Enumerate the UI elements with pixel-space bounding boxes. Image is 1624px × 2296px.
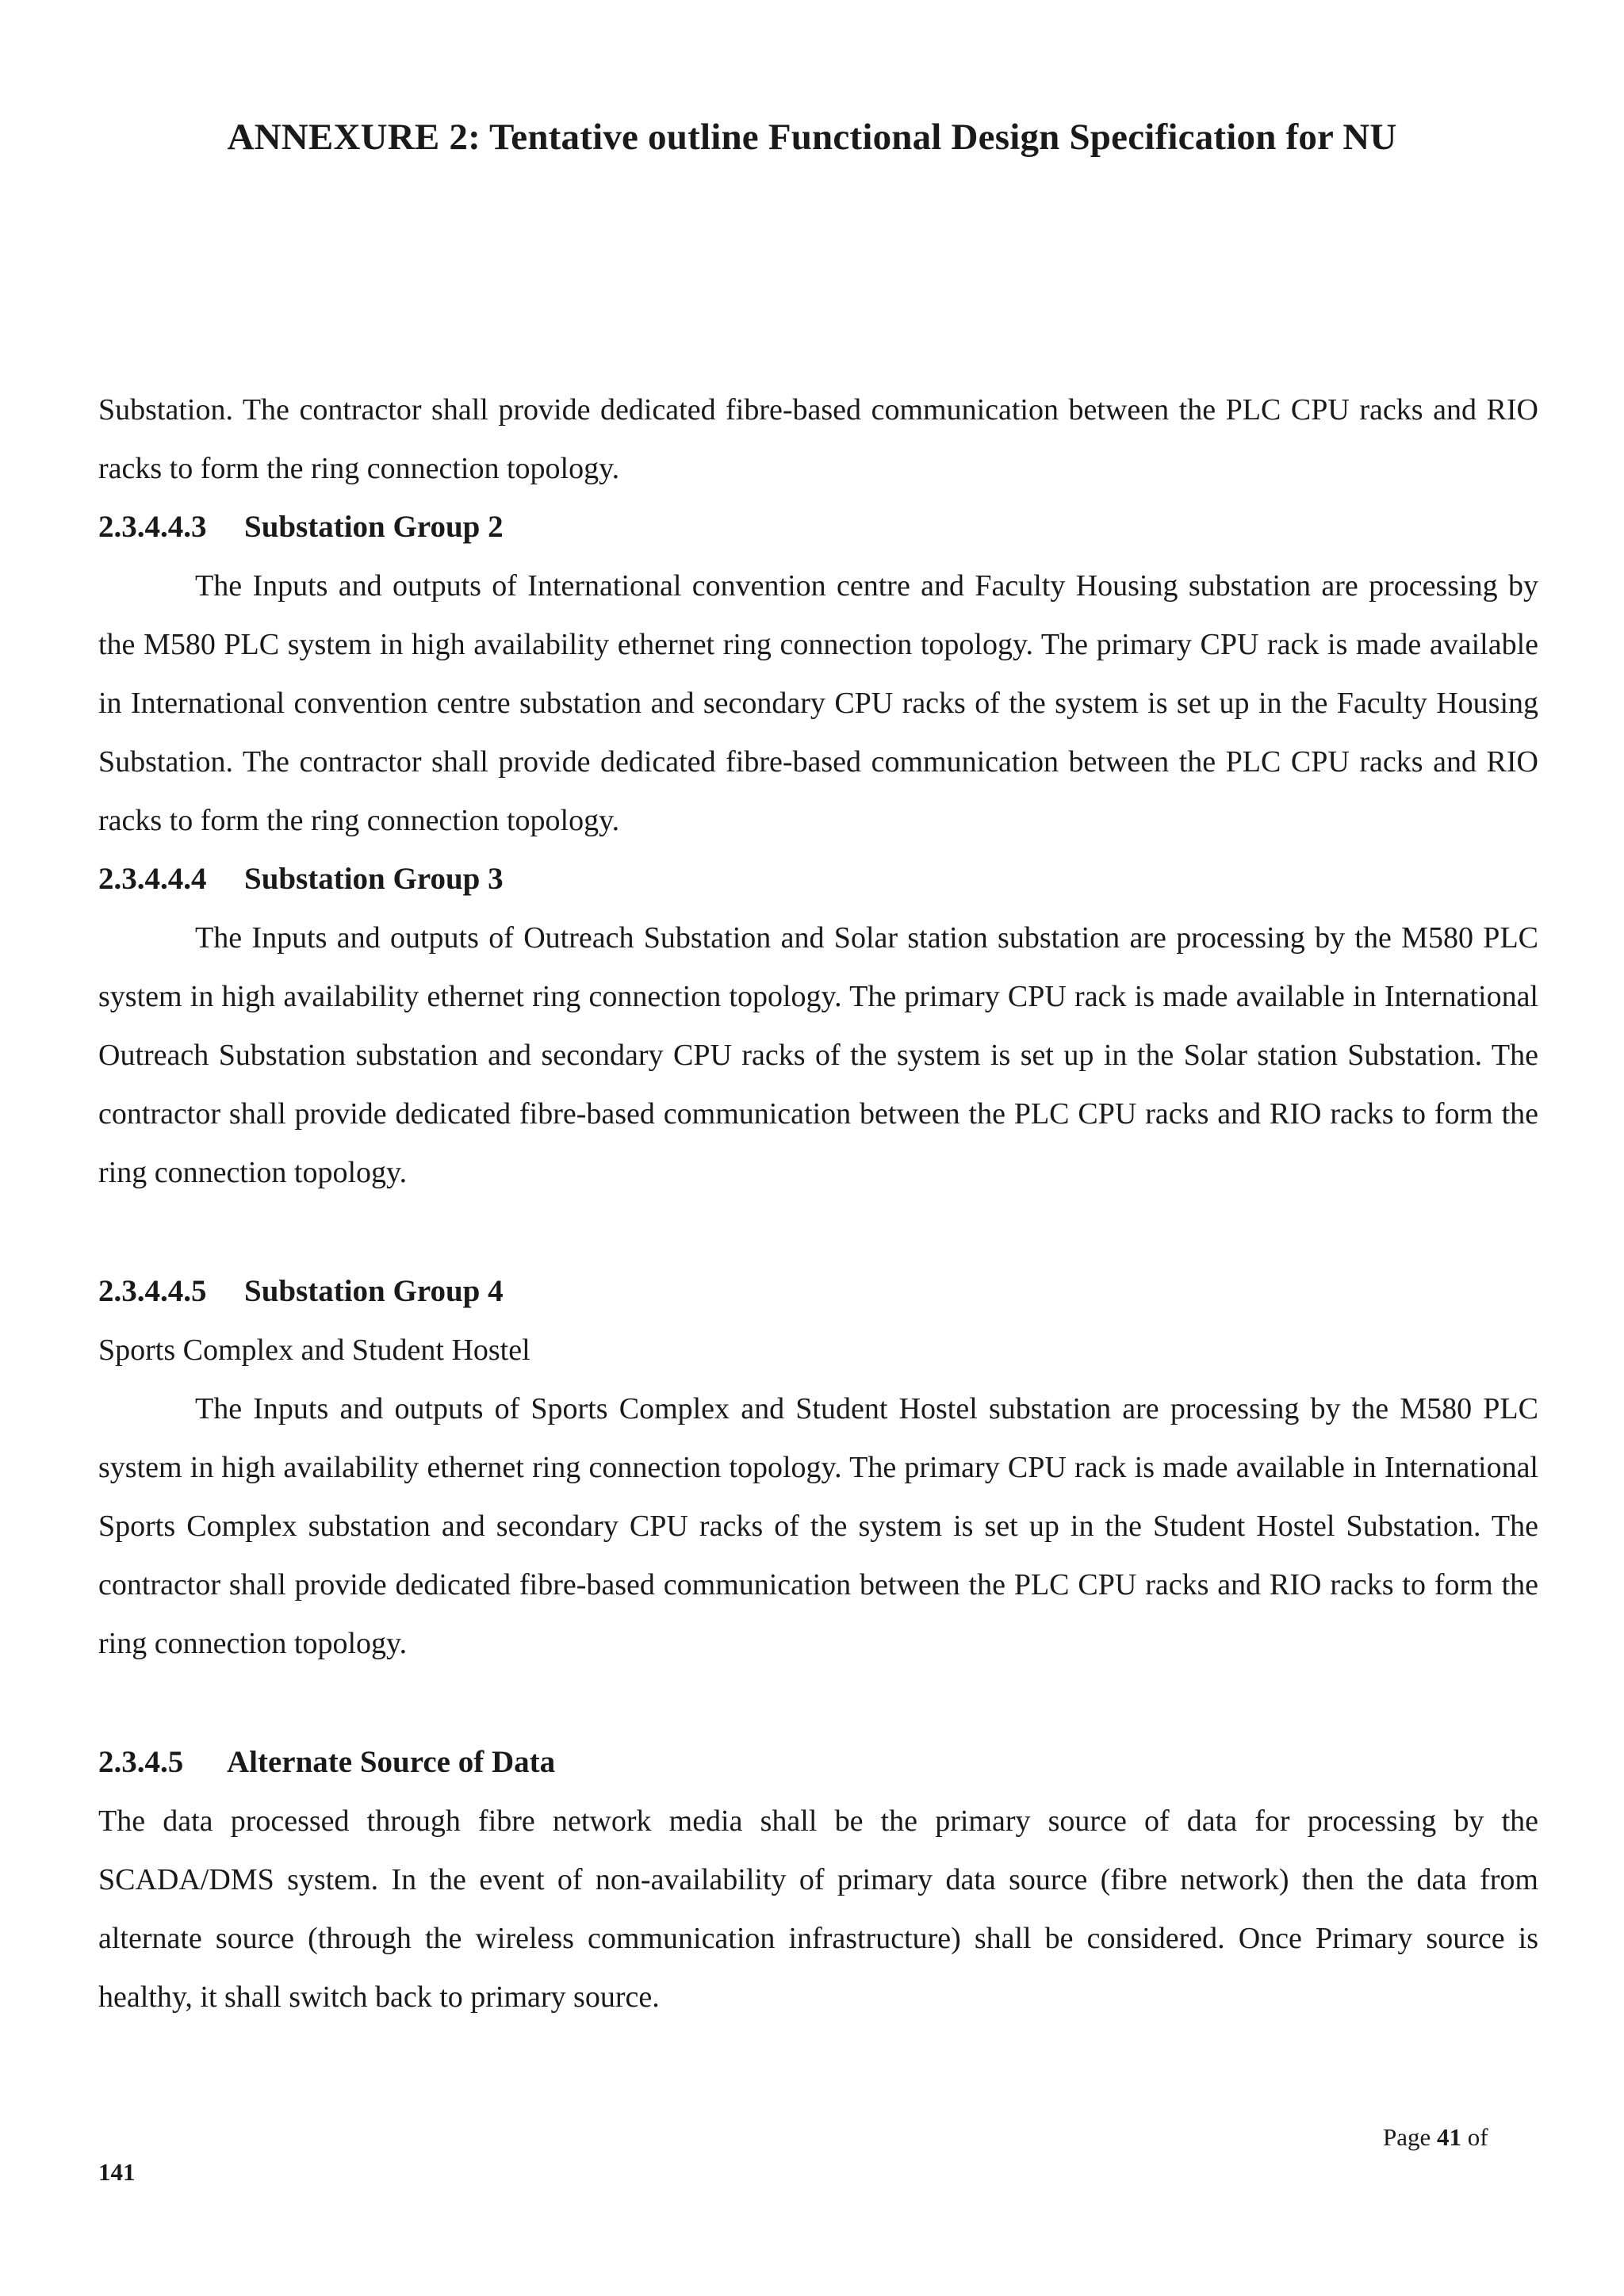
page-number-label <box>1383 2122 1488 2153</box>
spacer <box>98 1202 1538 1262</box>
section-title: Substation Group 4 <box>244 1274 504 1308</box>
section-heading-group-4 <box>98 1262 1538 1321</box>
section-paragraph-group-4: The Inputs and outputs of Sports Complex and Student Hostel substation are processing by the M580 PLC system in high availability ethernet ring connection topology. The primary CPU rack is made available in International Sports Complex substation and secondary CPU racks of the system is set up in the Student Hostel Substation. The contractor shall provide dedicated fibre-based communication between the PLC CPU racks and RIO racks to form the ring connection topology. <box>98 1392 1538 1660</box>
section-number: 2.3.4.4.5 <box>98 1274 207 1308</box>
section-number: 2.3.4.4.3 <box>98 510 207 544</box>
total-pages: 141 <box>98 2158 136 2186</box>
page-suffix: of <box>1461 2123 1488 2151</box>
section-heading-group-3 <box>98 850 1538 909</box>
page-prefix: Page <box>1383 2123 1438 2151</box>
section-heading-group-2 <box>98 498 1538 557</box>
section-heading-alternate-source <box>98 1733 1538 1792</box>
section-title: Substation Group 3 <box>244 862 504 896</box>
section-paragraph-group-3: The Inputs and outputs of Outreach Substation and Solar station substation are processing by the M580 PLC system in high availability ethernet ring connection topology. The primary CPU rack is made available in International Outreach Substation substation and secondary CPU racks of the system is set up in the Solar station Substation. The contractor shall provide dedicated fibre-based communication between the PLC CPU racks and RIO racks to form the ring connection topology. <box>98 921 1538 1189</box>
section-title: Substation Group 2 <box>244 510 504 544</box>
section-number: 2.3.4.4.4 <box>98 862 207 896</box>
intro-paragraph: Substation. The contractor shall provide dedicated fibre-based communication between the PLC CPU racks and RIO racks to form the ring connection topology. <box>98 393 1538 485</box>
section-paragraph-alternate-source: The data processed through fibre network media shall be the primary source of data for processing by the SCADA/DMS system. In the event of non-availability of primary data source (fibre network) then the data from alternate source (through the wireless communication infrastructure) shall be considered. Once Primary source is healthy, it shall switch back to primary source. <box>98 1804 1538 2014</box>
page-number: 41 <box>1437 2123 1462 2151</box>
section-number: 2.3.4.5 <box>98 1745 184 1779</box>
section-paragraph-group-2: The Inputs and outputs of International convention centre and Faculty Housing substation are processing by the M580 PLC system in high availability ethernet ring connection topology. The primary CPU rack is made available in International convention centre substation and secondary CPU racks of the system is set up in the Faculty Housing Substation. The contractor shall provide dedicated fibre-based communication between the PLC CPU racks and RIO racks to form the ring connection topology. <box>98 569 1538 837</box>
section-title: Alternate Source of Data <box>227 1745 556 1779</box>
section-subtitle-group-4: Sports Complex and Student Hostel <box>98 1334 530 1367</box>
spacer <box>98 1673 1538 1733</box>
document-body <box>98 381 1538 2026</box>
document-title: ANNEXURE 2: Tentative outline Functional Design Specification for NU <box>227 117 1397 158</box>
